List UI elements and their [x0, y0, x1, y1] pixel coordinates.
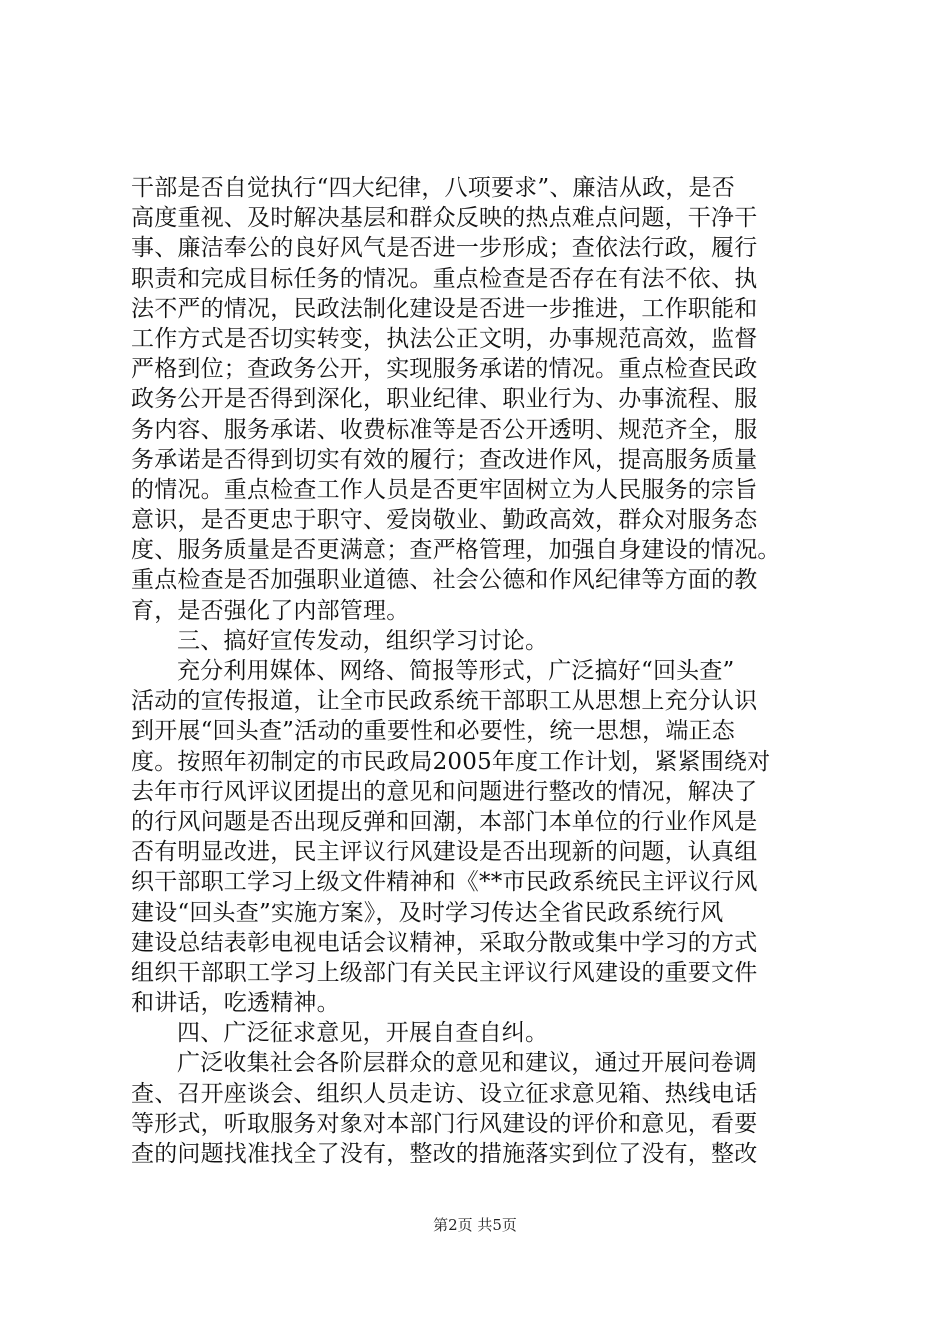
text-line: 度、服务质量是否更满意；查严格管理，加强自身建设的情况。 [131, 537, 781, 564]
text-line: 的情况。重点检查工作人员是否更牢固树立为人民服务的宗旨 [131, 476, 758, 503]
text-line: 建设“回头查”实施方案》，及时学习传达全省民政系统行风 [131, 899, 724, 926]
text-line: 活动的宣传报道，让全市民政系统干部职工从思想上充分认识 [131, 688, 758, 715]
text-line: 干部是否自觉执行“四大纪律，八项要求”、廉洁从政，是否 [131, 175, 735, 201]
text-line: 事、廉洁奉公的良好风气是否进一步形成；查依法行政，履行 [131, 235, 758, 262]
text-line: 和讲话，吃透精神。 [131, 990, 340, 1017]
text-line: 等形式，听取服务对象对本部门行风建设的评价和意见，看要 [131, 1110, 758, 1137]
text-line: 职责和完成目标任务的情况。重点检查是否存在有法不依、执 [131, 265, 758, 292]
text-line: 育，是否强化了内部管理。 [131, 597, 410, 624]
text-line: 组织干部职工学习上级部门有关民主评议行风建设的重要文件 [131, 959, 758, 986]
text-line: 去年市行风评议团提出的意见和问题进行整改的情况，解决了 [131, 778, 758, 805]
document-body [131, 173, 831, 1169]
text-line: 否有明显改进，民主评议行风建设是否出现新的问题，认真组 [131, 839, 758, 866]
text-line: 高度重视、及时解决基层和群众反映的热点难点问题，干净干 [131, 205, 758, 232]
text-line: 的行风问题是否出现反弹和回潮，本部门本单位的行业作风是 [131, 808, 758, 835]
text-line: 务承诺是否得到切实有效的履行；查改进作风，提高服务质量 [131, 446, 758, 473]
text-line: 政务公开是否得到深化，职业纪律、职业行为、办事流程、服 [131, 386, 758, 413]
text-line: 查的问题找准找全了没有，整改的措施落实到位了没有，整改 [131, 1141, 758, 1167]
text-line: 务内容、服务承诺、收费标准等是否公开透明、规范齐全，服 [131, 416, 758, 443]
text-line: 建设总结表彰电视电话会议精神，采取分散或集中学习的方式 [131, 929, 758, 956]
text-line: 充分利用媒体、网络、简报等形式，广泛搞好“回头查” [177, 658, 735, 684]
text-line: 到开展“回头查”活动的重要性和必要性，统一思想，端正态 [131, 718, 735, 745]
section-heading: 三、搞好宣传发动，组织学习讨论。 [177, 627, 549, 654]
text-line: 重点检查是否加强职业道德、社会公德和作风纪律等方面的教 [131, 567, 758, 594]
text-line: 度。按照年初制定的市民政局2005年度工作计划，紧紧围绕对 [131, 748, 771, 775]
text-line: 法不严的情况，民政法制化建设是否进一步推进，工作职能和 [131, 295, 758, 322]
section-heading: 四、广泛征求意见，开展自查自纠。 [177, 1020, 549, 1047]
text-line: 严格到位；查政务公开，实现服务承诺的情况。重点检查民政 [131, 356, 758, 383]
page-number-footer: 第2页 共5页 [433, 1216, 517, 1234]
text-line: 广泛收集社会各阶层群众的意见和建议，通过开展问卷调 [177, 1050, 757, 1077]
text-line: 意识，是否更忠于职守、爱岗敬业、勤政高效，群众对服务态 [131, 507, 758, 534]
text-line: 织干部职工学习上级文件精神和《**市民政系统民主评议行风 [131, 869, 758, 896]
text-line: 查、召开座谈会、组织人员走访、设立征求意见箱、热线电话 [131, 1080, 758, 1107]
text-line: 工作方式是否切实转变，执法公正文明，办事规范高效，监督 [131, 325, 758, 352]
